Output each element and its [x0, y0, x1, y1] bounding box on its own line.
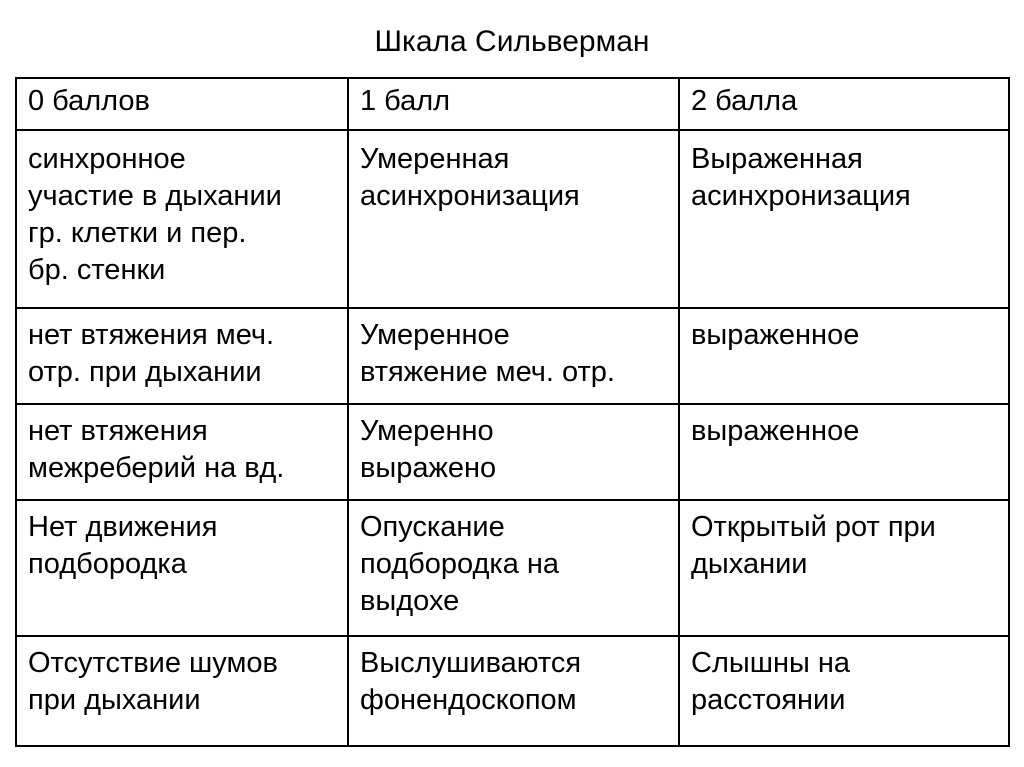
- table-cell: [348, 500, 679, 636]
- table-cell: [679, 636, 1009, 746]
- slide-title: Шкала Сильверман: [374, 25, 650, 58]
- cell-text: Слышны на расстоянии: [691, 647, 851, 716]
- table-cell: [16, 500, 348, 636]
- table-cell: [679, 308, 1009, 404]
- header-cell-1-point: [348, 78, 679, 130]
- table-cell: [348, 404, 679, 500]
- header-label: 2 балла: [691, 85, 798, 117]
- header-cell-0-points: [16, 78, 348, 130]
- table-cell: [679, 130, 1009, 308]
- table-cell: [348, 308, 679, 404]
- table-row: [16, 130, 1009, 308]
- cell-text: Выслушиваются фонендоскопом: [360, 647, 582, 716]
- table-cell: [348, 636, 679, 746]
- table-cell: [16, 636, 348, 746]
- silverman-scale-table: [15, 77, 1010, 747]
- cell-text: Нет движения подбородка: [28, 511, 218, 580]
- table-row: [16, 500, 1009, 636]
- cell-text: нет втяжения меч. отр. при дыхании: [28, 319, 275, 388]
- table-cell: [16, 404, 348, 500]
- table-cell: [679, 404, 1009, 500]
- cell-text: Выраженная асинхронизация: [691, 143, 911, 212]
- cell-text: Умеренная асинхронизация: [360, 143, 580, 212]
- cell-text: Умеренное втяжение меч. отр.: [360, 319, 615, 388]
- table-cell: [16, 308, 348, 404]
- table-cell: [16, 130, 348, 308]
- header-label: 0 баллов: [28, 85, 150, 117]
- header-cell-2-points: [679, 78, 1009, 130]
- cell-text: Открытый рот при дыхании: [691, 511, 936, 580]
- table-cell: [348, 130, 679, 308]
- table-cell: [679, 500, 1009, 636]
- table-row: [16, 636, 1009, 746]
- cell-text: Умеренно выражено: [360, 415, 497, 484]
- cell-text: выраженное: [691, 319, 860, 351]
- table-row: [16, 404, 1009, 500]
- table-row: [16, 308, 1009, 404]
- table-header-row: [16, 78, 1009, 130]
- cell-text: Отсутствие шумов при дыхании: [28, 647, 278, 716]
- cell-text: синхронное участие в дыхании гр. клетки и пер. бр. стенки: [28, 143, 282, 286]
- header-label: 1 балл: [360, 85, 451, 117]
- cell-text: нет втяжения межреберий на вд.: [28, 415, 285, 484]
- cell-text: Опускание подбородка на выдохе: [360, 511, 560, 617]
- cell-text: выраженное: [691, 415, 860, 447]
